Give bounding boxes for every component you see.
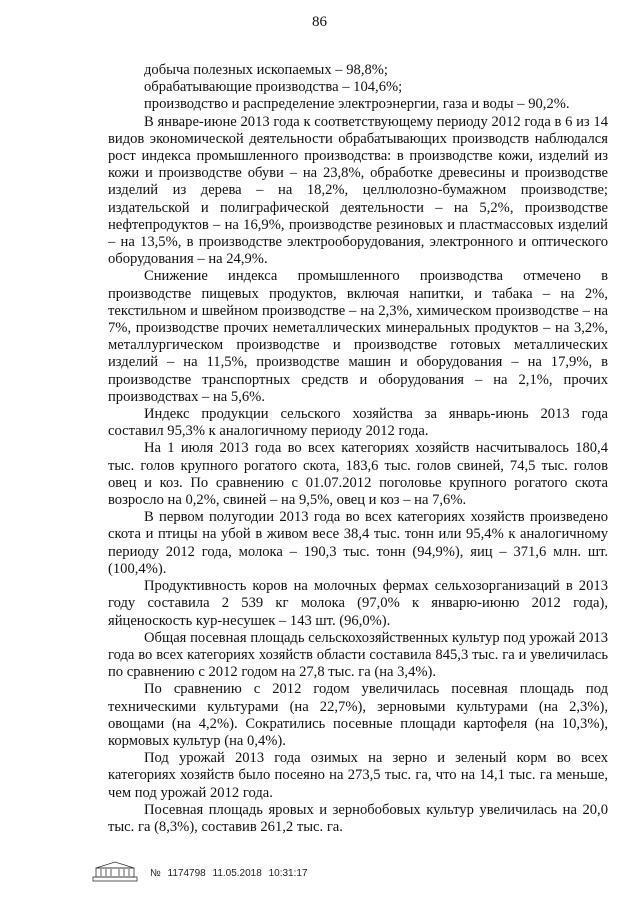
paragraph-growth: В январе-июне 2013 года к соответствующему периоду 2012 года в 6 из 14 видов экономической деятельности обрабатывающих производств наблюдался рост индекса промышленного производства: в производстве кожи, изделий из кожи и производстве обуви – на 23,8%, обработке древесины и производстве изделий из дерева – на 18,2%, целлюлозно-бумажном производстве; издательской и полиграфической деятельности – на 5,2%, производстве нефтепродуктов – на 16,9%, производстве резиновых и пластмассовых изделий – на 13,5%, в производстве электрооборудования, электронного и оптического оборудования – на 24,9%. bbox=[108, 113, 608, 268]
paragraph-crop-changes: По сравнению с 2012 годом увеличилась посевная площадь под техническими культурами (на 22,7%), зерновыми культурами (на 2,3%), овощами (на 4,2%). Сократились посевные площади картофеля (на 10,3%), кормовых культур (на 0,4%). bbox=[108, 681, 608, 749]
document-number: 1174798 bbox=[167, 868, 206, 879]
document-date: 11.05.2018 bbox=[212, 868, 262, 879]
paragraph-winter-crops: Под урожай 2013 года озимых на зерно и зеленый корм во всех категориях хозяйств было посеяно на 273,5 тыс. га, что на 14,1 тыс. га меньше, чем под урожай 2012 года. bbox=[108, 750, 608, 801]
list-item-utilities: производство и распределение электроэнергии, газа и воды – 90,2%. bbox=[144, 96, 570, 113]
document-footer bbox=[92, 864, 592, 884]
paragraph-spring-crops: Посевная площадь яровых и зернобобовых культур увеличилась на 20,0 тыс. га (8,3%), составив 261,2 тыс. га. bbox=[108, 801, 608, 835]
paragraph-sown-area: Общая посевная площадь сельскохозяйственных культур под урожай 2013 года во всех категориях хозяйств области составила 845,3 тыс. га и увеличилась по сравнению с 2012 годом на 27,8 тыс. га (на 3,4%). bbox=[108, 629, 608, 681]
list-item-mining: добыча полезных ископаемых – 98,8%; bbox=[144, 62, 388, 78]
paragraph-livestock: На 1 июля 2013 года во всех категориях хозяйств насчитывалось 180,4 тыс. голов крупного рогатого скота, 183,6 тыс. голов свиней, 74,5 тыс. голов овец и коз. По сравнению с 01.07.2012 поголовье крупного рогатого скота возросло на 0,2%, свиней – на 9,5%, овец и коз – на 7,6%. bbox=[108, 440, 608, 509]
document-stamp-meta bbox=[150, 868, 312, 879]
number-sign: № bbox=[150, 868, 161, 879]
paragraph-productivity: Продуктивность коров на молочных фермах сельхозорганизаций в 2013 году составила 2 539 кг молока (97,0% к январю-июню 2012 года), яйценоскость кур-несушек – 143 шт. (96,0%). bbox=[108, 578, 608, 629]
paragraph-agriculture-index: Индекс продукции сельского хозяйства за январь-июнь 2013 года составил 95,3% к аналогичному периоду 2012 года. bbox=[108, 406, 608, 440]
government-building-seal-icon bbox=[92, 860, 138, 882]
page-number: 86 bbox=[312, 14, 327, 30]
paragraph-decline: Снижение индекса промышленного производства отмечено в производстве пищевых продуктов, включая напитки, и табака – на 2%, текстильном и швейном производстве – на 2,3%, химическом производстве – на 7%, производстве прочих неметаллических минеральных продуктов – на 3,2%, металлургическом производстве и производстве готовых металлических изделий – на 11,5%, производстве машин и оборудования – на 17,9%, в производстве транспортных средств и оборудования – на 2,1%, прочих производствах – на 5,6%. bbox=[108, 268, 608, 405]
document-time: 10:31:17 bbox=[268, 868, 308, 879]
document-body bbox=[108, 62, 608, 836]
paragraph-production: В первом полугодии 2013 года во всех категориях хозяйств произведено скота и птицы на убой в живом весе 38,4 тыс. тонн или 95,4% к аналогичному периоду 2012 года, молока – 190,3 тыс. тонн (94,9%), яиц – 371,6 млн. шт. (100,4%). bbox=[108, 509, 608, 577]
list-item-manufacturing: обрабатывающие производства – 104,6%; bbox=[144, 79, 403, 96]
